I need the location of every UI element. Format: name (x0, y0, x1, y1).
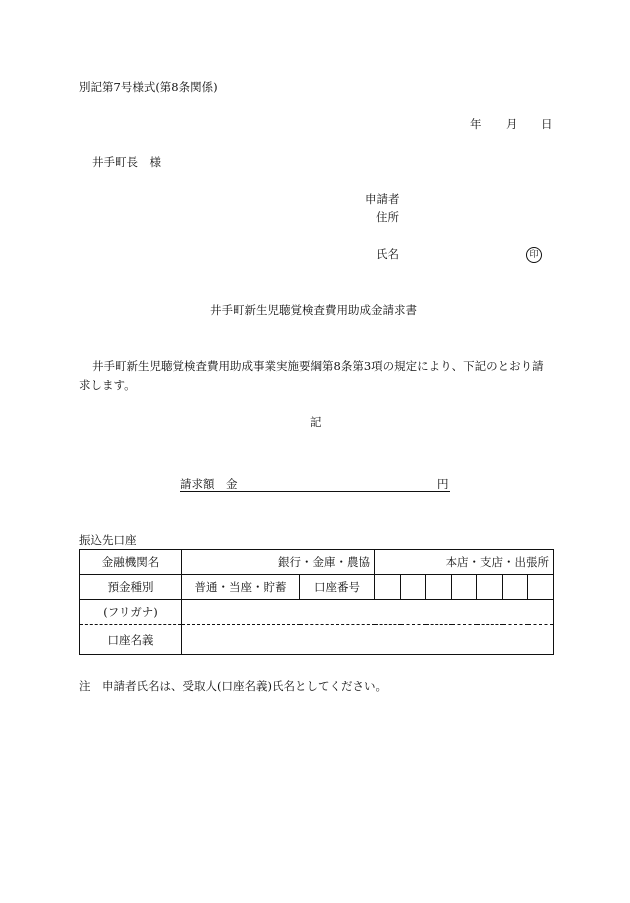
claim-amount-unit: 円 (437, 477, 449, 491)
table-row (80, 600, 554, 625)
account-digit-1[interactable] (375, 575, 401, 600)
date-year: 年 (470, 117, 482, 131)
claim-amount-label: 請求額 金 (180, 477, 238, 491)
account-digit-2[interactable] (401, 575, 426, 600)
account-number-label: 口座番号 (300, 575, 375, 600)
ki-heading: 記 (310, 415, 322, 429)
address-label: 住所 (376, 210, 399, 224)
date-month: 月 (506, 117, 518, 131)
body-line-1: 井手町新生児聴覚検査費用助成事業実施要綱第8条第3項の規定により、下記のとおり請 (92, 359, 544, 373)
furigana-label: (フリガナ) (80, 600, 182, 625)
deposit-type-label: 預金種別 (80, 575, 182, 600)
bank-account-table (79, 549, 554, 655)
footnote: 注 申請者氏名は、受取人(口座名義)氏名としてください。 (79, 679, 387, 693)
table-row (80, 575, 554, 600)
amount-underline (180, 491, 450, 492)
form-number: 別記第7号様式(第8条関係) (79, 80, 218, 94)
transfer-account-heading: 振込先口座 (79, 533, 137, 547)
account-digit-4[interactable] (452, 575, 477, 600)
account-digit-5[interactable] (477, 575, 503, 600)
account-digit-7[interactable] (528, 575, 554, 600)
document-title: 井手町新生児聴覚検査費用助成金請求書 (210, 303, 417, 317)
branch-type-cell[interactable]: 本店・支店・出張所 (375, 550, 554, 575)
name-label: 氏名 (376, 247, 399, 261)
table-row (80, 550, 554, 575)
seal-mark: 印 (526, 247, 542, 263)
financial-institution-label: 金融機関名 (80, 550, 182, 575)
furigana-field[interactable] (182, 600, 554, 625)
date-day: 日 (541, 117, 553, 131)
account-digit-3[interactable] (426, 575, 452, 600)
applicant-label: 申請者 (365, 192, 400, 206)
addressee: 井手町長 様 (92, 155, 161, 169)
account-digit-6[interactable] (503, 575, 528, 600)
account-holder-field[interactable] (182, 625, 554, 655)
body-line-2: 求します。 (79, 378, 136, 392)
institution-type-cell[interactable]: 銀行・金庫・農協 (182, 550, 375, 575)
table-row (80, 625, 554, 655)
deposit-type-cell[interactable]: 普通・当座・貯蓄 (182, 575, 300, 600)
account-holder-label: 口座名義 (80, 625, 182, 655)
